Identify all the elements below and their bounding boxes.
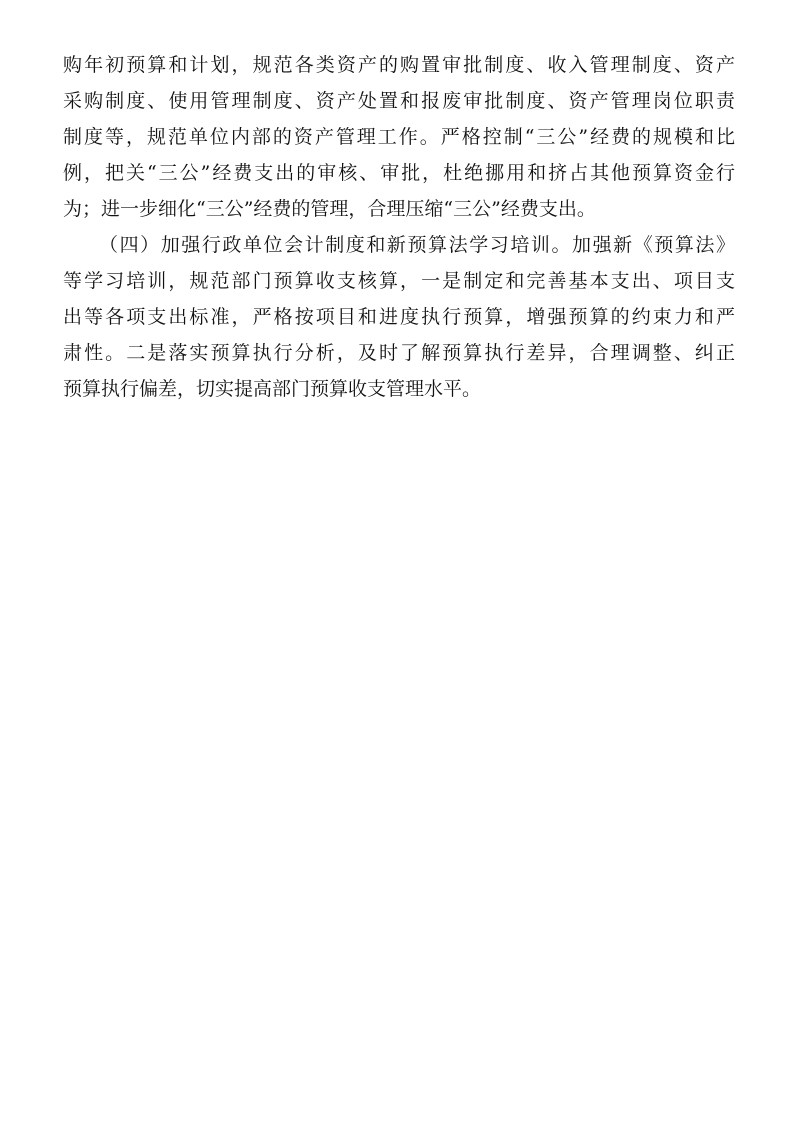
- text-line: 制度等，规范单位内部的资产管理工作。严格控制“三公”经费的规模和比: [63, 126, 735, 148]
- text-line: 出等各项支出标准，严格按项目和进度执行预算，增强预算的约束力和严: [63, 306, 735, 328]
- text-line: 购年初预算和计划，规范各类资产的购置审批制度、收入管理制度、资产: [63, 54, 735, 76]
- text-line: 肃性。二是落实预算执行分析，及时了解预算执行差异，合理调整、纠正: [63, 342, 735, 364]
- text-line: 为；进一步细化“三公”经费的管理，合理压缩“三公”经费支出。: [63, 198, 596, 220]
- text-line: 等学习培训，规范部门预算收支核算，一是制定和完善基本支出、项目支: [63, 270, 735, 292]
- text-line: 采购制度、使用管理制度、资产处置和报废审批制度、资产管理岗位职责: [63, 90, 735, 112]
- document-body: [63, 47, 735, 407]
- text-line: （四）加强行政单位会计制度和新预算法学习培训。加强新《预算法》: [99, 234, 735, 256]
- text-line: 例，把关“三公”经费支出的审核、审批，杜绝挪用和挤占其他预算资金行: [63, 162, 735, 184]
- text-line: 预算执行偏差，切实提高部门预算收支管理水平。: [63, 378, 482, 400]
- paragraph-asset-management: [63, 47, 735, 227]
- paragraph-budget-training: [63, 227, 735, 407]
